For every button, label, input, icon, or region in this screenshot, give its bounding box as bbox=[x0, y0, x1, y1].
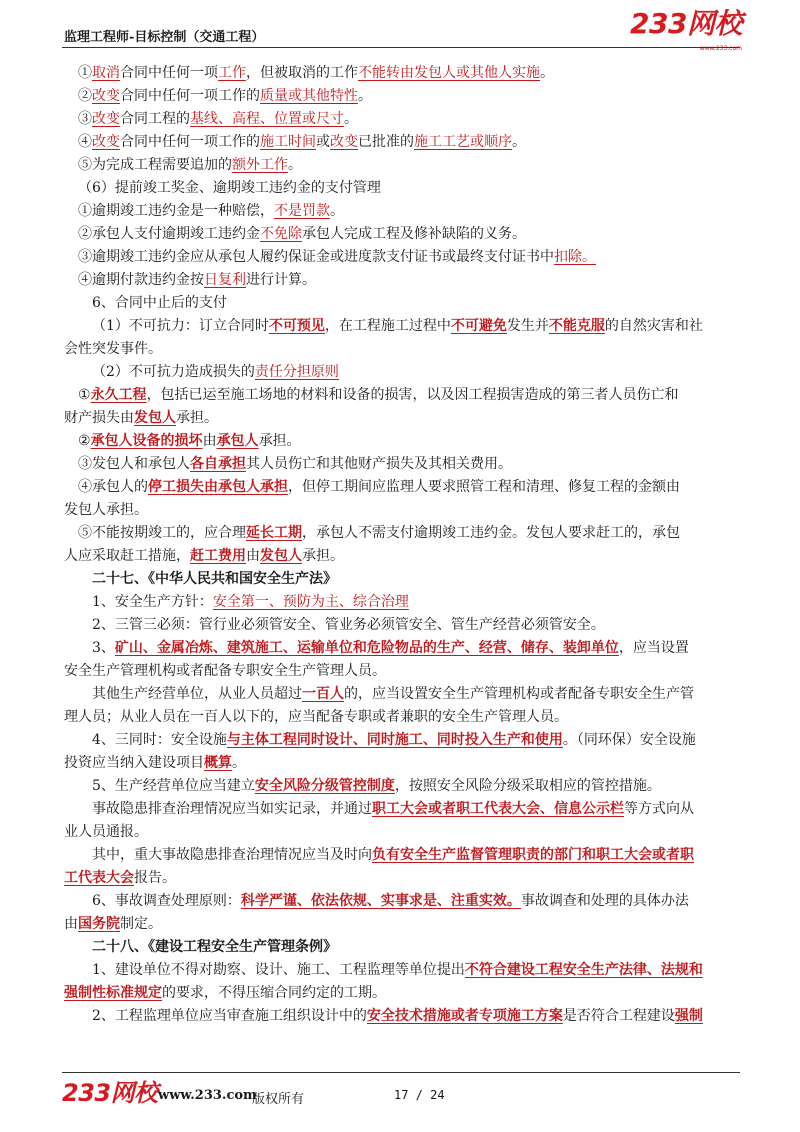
header-title: 监理工程师-目标控制（交通工程） bbox=[64, 30, 265, 45]
key-term: 负有安全生产监督管理职责的部门和职工大会或者职 bbox=[372, 847, 694, 863]
text-run: 合同中任何一项工作的 bbox=[120, 88, 260, 104]
text-run: 的要求，不得压缩合同约定的工期。 bbox=[162, 985, 386, 1001]
key-term: 不免除 bbox=[260, 226, 302, 242]
text-run: （6）提前竣工奖金、逾期竣工违约金的支付管理 bbox=[78, 180, 381, 196]
text-run: ④ bbox=[78, 134, 92, 150]
text-run: 由 bbox=[64, 916, 78, 932]
text-line bbox=[64, 62, 744, 85]
text-run: ，但被取消的工作 bbox=[246, 65, 358, 81]
page-header bbox=[62, 0, 742, 52]
text-run: 4、三同时：安全设施 bbox=[92, 732, 227, 748]
key-term: 发包人 bbox=[260, 548, 302, 564]
key-term: 发包人 bbox=[134, 410, 176, 426]
text-line bbox=[64, 292, 744, 315]
key-term: 施工工艺或顺序 bbox=[414, 134, 512, 150]
key-term: 各自承担 bbox=[190, 456, 246, 472]
text-run: 合同中任何一项 bbox=[120, 65, 218, 81]
text-run: ④逾期付款违约金按 bbox=[78, 272, 204, 288]
text-run: 人应采取赶工措施， bbox=[64, 548, 190, 564]
key-term: 一百人 bbox=[302, 686, 344, 702]
text-line bbox=[64, 1005, 744, 1028]
text-run: ③逾期竣工违约金应从承包人履约保证金或进度款支付证书或最终支付证书中 bbox=[78, 249, 554, 265]
text-run: ，承包人不需支付逾期竣工违约金。发包人要求赶工的，承包 bbox=[302, 525, 680, 541]
text-run: ④承包人的 bbox=[78, 479, 148, 495]
text-run: 或 bbox=[316, 134, 330, 150]
key-term: 扣除。 bbox=[554, 249, 596, 265]
text-run: 。 bbox=[358, 88, 372, 104]
key-term: 取消 bbox=[92, 65, 120, 81]
text-line bbox=[64, 315, 744, 338]
text-run: 1、建设单位不得对勘察、设计、施工、工程监理等单位提出 bbox=[92, 962, 465, 978]
text-run: 制定。 bbox=[120, 916, 162, 932]
text-run: 。（同环保）安全设施 bbox=[562, 732, 696, 748]
key-term: 不可预见 bbox=[268, 318, 325, 334]
text-line bbox=[64, 154, 744, 177]
text-line bbox=[64, 223, 744, 246]
key-term: 改变 bbox=[330, 134, 358, 150]
key-term: 与主体工程同时设计、同时施工、同时投入生产和使用 bbox=[226, 732, 563, 748]
text-line bbox=[64, 752, 744, 775]
text-line bbox=[64, 522, 744, 545]
text-line bbox=[64, 131, 744, 154]
text-run: 其人员伤亡和其他财产损失及其相关费用。 bbox=[246, 456, 512, 472]
text-run: 承包人完成工程及修补缺陷的义务。 bbox=[302, 226, 526, 242]
text-run: 5、生产经营单位应当建立 bbox=[92, 778, 255, 794]
text-run: ，但停工期间应监理人要求照管工程和清理、修复工程的金额由 bbox=[288, 479, 680, 495]
text-run: 合同工程的 bbox=[120, 111, 190, 127]
text-run: 其他生产经营单位，从业人员超过 bbox=[92, 686, 302, 702]
footer-logo[interactable]: 233网校 bbox=[62, 1079, 158, 1107]
text-run: 会性突发事件。 bbox=[64, 341, 162, 357]
text-run: 1、安全生产方针： bbox=[92, 594, 213, 610]
key-term: 概算 bbox=[204, 755, 232, 771]
text-run: ③ bbox=[78, 111, 92, 127]
text-run: 。 bbox=[288, 157, 302, 173]
text-line bbox=[64, 775, 744, 798]
section-heading bbox=[64, 568, 744, 591]
key-term: 不符合建设工程安全生产法律、法规和 bbox=[464, 962, 703, 978]
text-run: 发包人承担。 bbox=[64, 502, 148, 518]
text-run: 6、事故调查处理原则： bbox=[92, 893, 241, 909]
text-run: ① bbox=[78, 387, 91, 403]
header-divider bbox=[62, 47, 740, 48]
text-run: 。 bbox=[344, 111, 358, 127]
section-heading bbox=[64, 936, 744, 959]
key-term: 施工时间 bbox=[260, 134, 316, 150]
text-run: ，在工程施工过程中 bbox=[324, 318, 451, 334]
text-line bbox=[64, 361, 744, 384]
key-term: 安全风险分级管控制度 bbox=[254, 778, 395, 794]
text-run: ，应当设置 bbox=[618, 640, 689, 656]
footer-url[interactable]: www.233.com bbox=[158, 1088, 257, 1103]
text-line bbox=[64, 384, 744, 407]
key-term: 承包人设备的损坏 bbox=[90, 433, 203, 449]
text-run: 等方式向从 bbox=[624, 801, 694, 817]
text-run: ⑤不能按期竣工的，应合理 bbox=[78, 525, 246, 541]
text-run: 报告。 bbox=[134, 870, 176, 886]
key-term: 矿山、金属冶炼、建筑施工、运输单位和危险物品的生产、经营、储存、装卸单位 bbox=[114, 640, 619, 656]
text-run: ⑤为完成工程需要追加的 bbox=[78, 157, 232, 173]
key-term: 改变 bbox=[92, 88, 120, 104]
text-line bbox=[64, 545, 744, 568]
text-run: 的，应当设置安全生产管理机构或者配备专职安全生产管 bbox=[344, 686, 694, 702]
text-line bbox=[64, 890, 744, 913]
text-run: 二十七、《中华人民共和国安全生产法》 bbox=[92, 571, 337, 587]
text-run: 。 bbox=[330, 203, 344, 219]
text-run: ② bbox=[78, 88, 92, 104]
text-run: 其中，重大事故隐患排查治理情况应当及时向 bbox=[92, 847, 372, 863]
text-run: 6、合同中止后的支付 bbox=[92, 295, 227, 311]
page-footer bbox=[62, 1072, 742, 1122]
text-run: 由 bbox=[202, 433, 217, 449]
text-run: （2）不可抗力造成损失的 bbox=[92, 364, 255, 380]
page-number: 17 / 24 bbox=[394, 1088, 445, 1102]
text-line bbox=[64, 821, 744, 844]
text-line bbox=[64, 476, 744, 499]
key-term: 不能转由发包人或其他人实施 bbox=[358, 65, 540, 81]
text-run: 3、 bbox=[92, 640, 115, 656]
text-line bbox=[64, 683, 744, 706]
text-run: 。 bbox=[512, 134, 526, 150]
text-line bbox=[64, 982, 744, 1005]
brand-logo[interactable] bbox=[630, 7, 742, 63]
text-run: ，包括已运至施工场地的材料和设备的损害，以及因工程损害造成的第三者人员伤亡和 bbox=[146, 387, 679, 403]
text-run: 二十八、《建设工程安全生产管理条例》 bbox=[92, 939, 337, 955]
text-run: ③发包人和承包人 bbox=[78, 456, 190, 472]
footer-copyright: 版权所有 bbox=[252, 1092, 305, 1107]
text-run: 的自然灾害和社 bbox=[604, 318, 703, 334]
text-line bbox=[64, 637, 744, 660]
text-line bbox=[64, 959, 744, 982]
key-term: 额外工作 bbox=[232, 157, 288, 173]
key-term: 职工大会或者职工代表大会、信息公示栏 bbox=[372, 801, 624, 817]
key-term: 承包人 bbox=[216, 433, 259, 449]
text-run: 。 bbox=[232, 755, 246, 771]
text-line bbox=[64, 660, 744, 683]
key-term: 改变 bbox=[92, 134, 120, 150]
text-run: 已批准的 bbox=[358, 134, 414, 150]
text-run: ②承包人支付逾期竣工违约金 bbox=[78, 226, 260, 242]
key-term: 延长工期 bbox=[246, 525, 302, 541]
text-line bbox=[64, 798, 744, 821]
key-term: 国务院 bbox=[78, 916, 120, 932]
key-term: 赶工费用 bbox=[190, 548, 246, 564]
key-term: 强制性标准规定 bbox=[64, 985, 162, 1001]
text-line bbox=[64, 200, 744, 223]
text-line bbox=[64, 913, 744, 936]
text-run: ①逾期竣工违约金是一种赔偿， bbox=[78, 203, 274, 219]
text-run: （1）不可抗力：订立合同时 bbox=[92, 318, 269, 334]
text-line bbox=[64, 108, 744, 131]
key-term: 安全第一、预防为主、综合治理 bbox=[212, 594, 409, 610]
brand-logo-url: www.233.com bbox=[699, 45, 742, 52]
text-line bbox=[64, 85, 744, 108]
text-line bbox=[64, 729, 744, 752]
key-term: 改变 bbox=[92, 111, 120, 127]
text-line bbox=[64, 269, 744, 292]
text-run: ① bbox=[78, 65, 92, 81]
key-term: 永久工程 bbox=[90, 387, 147, 403]
key-term: 科学严谨、依法依规、实事求是、注重实效。 bbox=[240, 893, 521, 909]
text-run: ，按照安全风险分级采取相应的管控措施。 bbox=[394, 778, 661, 794]
text-run: 安全生产管理机构或者配备专职安全生产管理人员。 bbox=[64, 663, 386, 679]
text-run: 进行计算。 bbox=[246, 272, 316, 288]
key-term: 工作 bbox=[218, 65, 246, 81]
text-run: 合同中任何一项工作的 bbox=[120, 134, 260, 150]
key-term: 日复利 bbox=[204, 272, 246, 288]
text-run: 承担。 bbox=[302, 548, 344, 564]
document-body bbox=[64, 62, 744, 1028]
text-line bbox=[64, 499, 744, 522]
text-run: 由 bbox=[246, 548, 260, 564]
text-run: 事故调查和处理的具体办法 bbox=[520, 893, 689, 909]
text-line bbox=[64, 614, 744, 637]
footer-divider bbox=[62, 1072, 740, 1073]
text-line bbox=[64, 430, 744, 453]
text-run: ② bbox=[78, 433, 91, 449]
text-run: 2、三管三必须：管行业必须管安全、管业务必须管安全、管生产经营必须管安全。 bbox=[92, 617, 605, 633]
text-line bbox=[64, 453, 744, 476]
text-run: 理人员；从业人员在一百人以下的，应当配备专职或者兼职的安全生产管理人员。 bbox=[64, 709, 568, 725]
text-run: 是否符合工程建设 bbox=[562, 1008, 675, 1024]
key-term: 不是罚款 bbox=[274, 203, 330, 219]
key-term: 安全技术措施或者专项施工方案 bbox=[366, 1008, 563, 1024]
key-term: 基线、高程、位置或尺寸 bbox=[190, 111, 344, 127]
key-term: 责任分担原则 bbox=[254, 364, 339, 380]
text-line bbox=[64, 177, 744, 200]
text-line bbox=[64, 591, 744, 614]
text-run: 业人员通报。 bbox=[64, 824, 148, 840]
key-term: 工代表大会 bbox=[64, 870, 134, 886]
text-line bbox=[64, 706, 744, 729]
text-run: 财产损失由 bbox=[64, 410, 134, 426]
text-run: 。 bbox=[540, 65, 554, 81]
text-run: 承担。 bbox=[176, 410, 218, 426]
text-line bbox=[64, 867, 744, 890]
text-run: 投资应当纳入建设项目 bbox=[64, 755, 204, 771]
text-run: 事故隐患排查治理情况应当如实记录，并通过 bbox=[92, 801, 372, 817]
key-term: 不能克服 bbox=[548, 318, 605, 334]
key-term: 强制 bbox=[674, 1008, 703, 1024]
brand-logo-text: 233网校 bbox=[630, 7, 742, 40]
text-run: 发生并 bbox=[506, 318, 549, 334]
text-run: 承担。 bbox=[258, 433, 301, 449]
text-line bbox=[64, 407, 744, 430]
text-run: 2、工程监理单位应当审查施工组织设计中的 bbox=[92, 1008, 367, 1024]
text-line bbox=[64, 246, 744, 269]
key-term: 停工损失由承包人承担 bbox=[148, 479, 288, 495]
text-line bbox=[64, 338, 744, 361]
key-term: 不可避免 bbox=[450, 318, 507, 334]
text-line bbox=[64, 844, 744, 867]
key-term: 质量或其他特性 bbox=[260, 88, 358, 104]
